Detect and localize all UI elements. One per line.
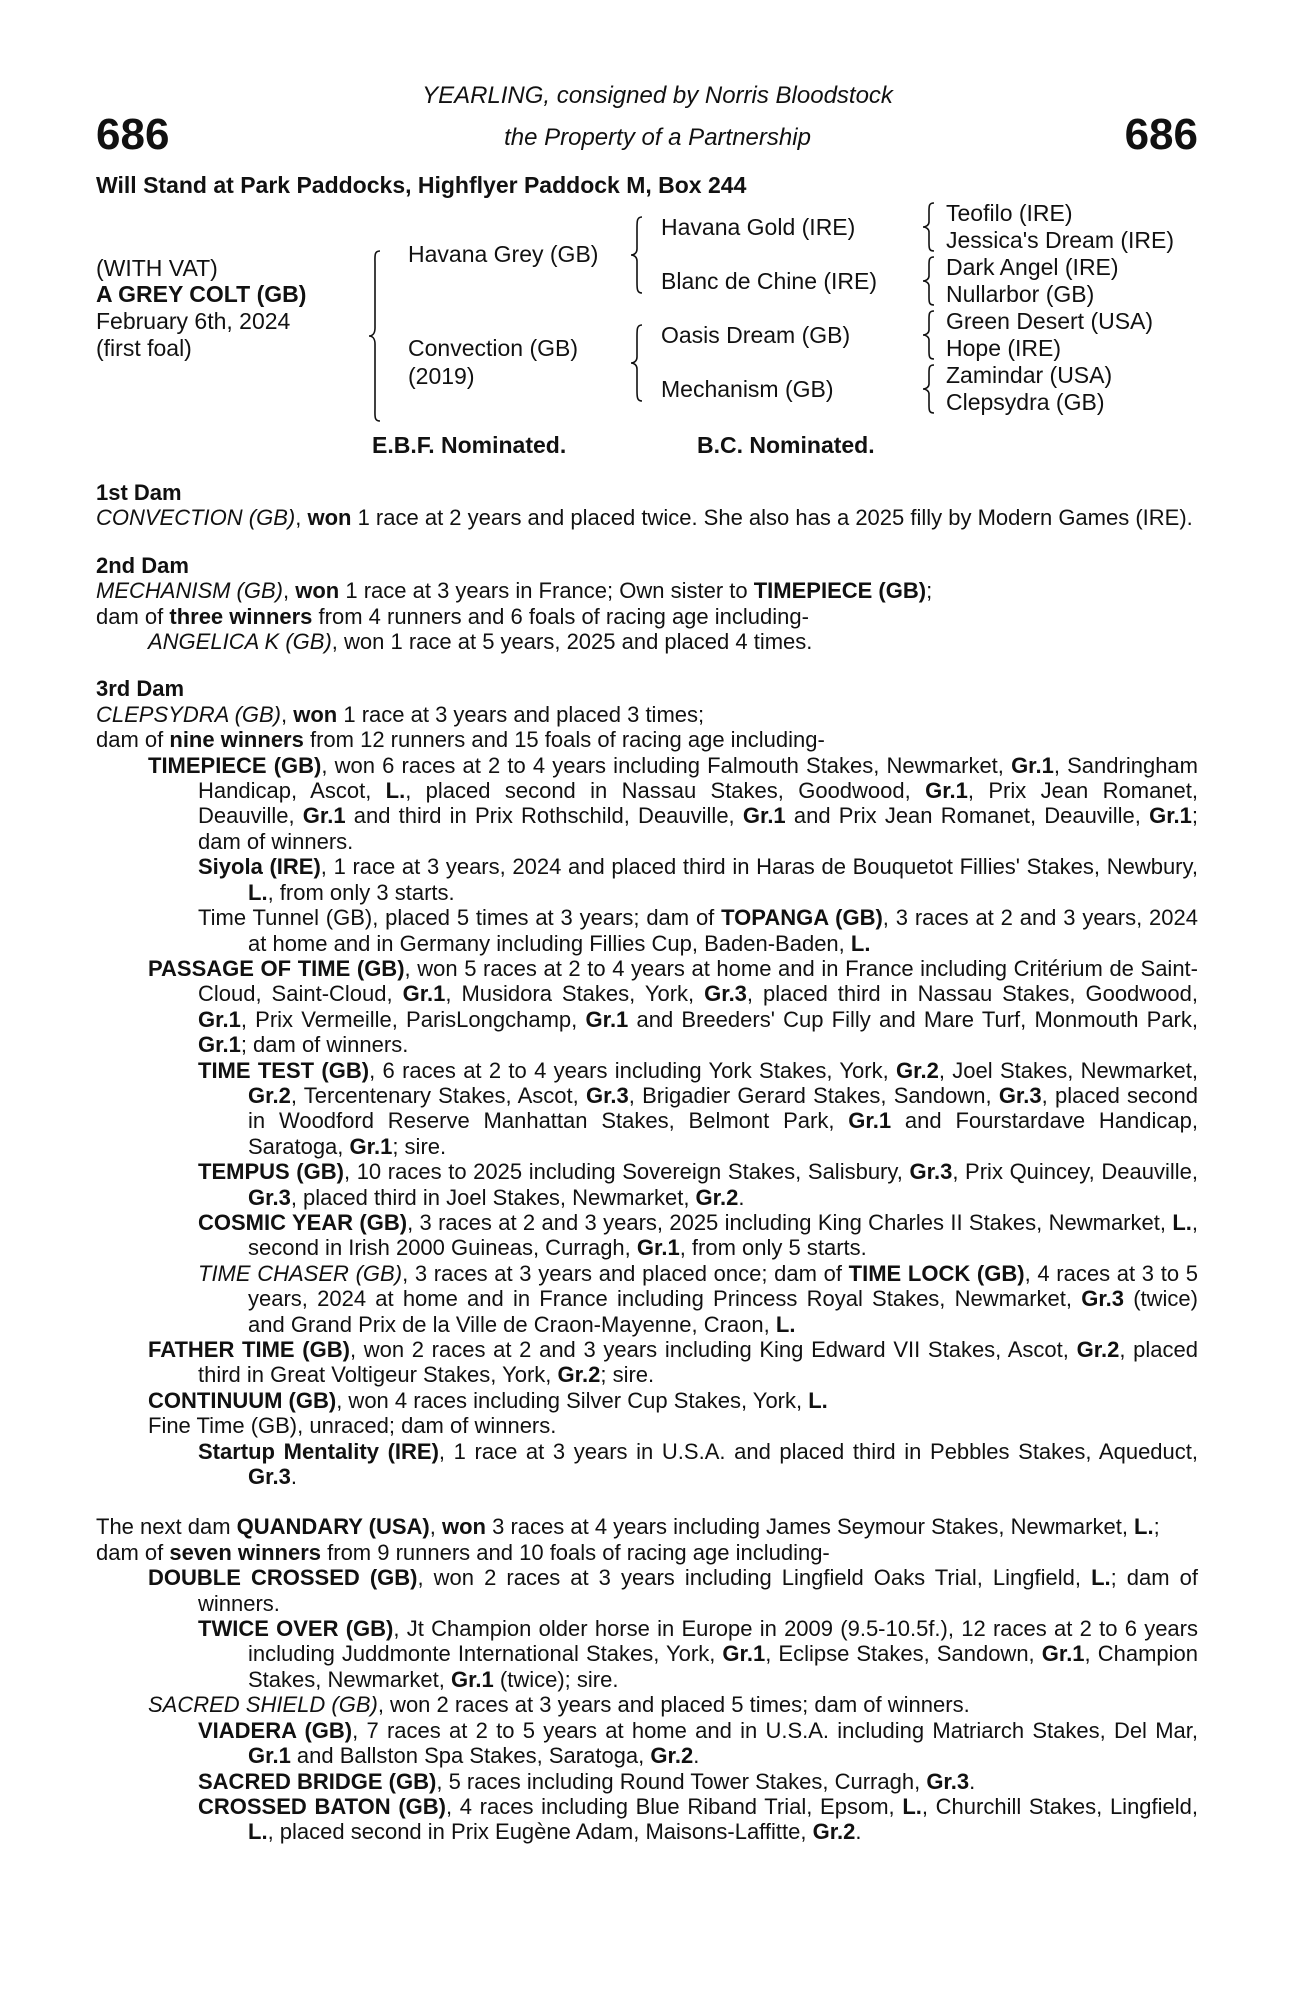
bold-text: DOUBLE CROSSED (GB) (148, 1565, 418, 1591)
text: dam of (96, 1539, 170, 1565)
italic-text: CLEPSYDRA (GB) (96, 701, 282, 727)
ggd-3: Hope (IRE) (946, 335, 1062, 361)
bold-text: Gr.1 (450, 1666, 494, 1692)
text: , Musidora Stakes, York, (445, 981, 705, 1007)
text: , (429, 1514, 442, 1540)
bold-text: L. (1134, 1514, 1154, 1540)
pedigree-entry (96, 1718, 1198, 1769)
text: , Tercentenary Stakes, Ascot, (290, 1082, 586, 1108)
bold-text: TOPANGA (GB) (721, 905, 883, 931)
pedigree-entry (96, 1058, 1198, 1160)
text: , Prix Quincey, Deauville, (952, 1159, 1198, 1185)
text: and Fourstardave Handicap, Saratoga, (248, 1108, 1198, 1159)
bold-text: Gr.3 (926, 1768, 970, 1794)
pedigree-entry (96, 1159, 1198, 1210)
brace-2a (630, 216, 644, 294)
bold-text: CROSSED BATON (GB) (198, 1793, 446, 1819)
pedigree-entry (96, 505, 1198, 530)
pedigree-entry (96, 1794, 1198, 1845)
bold-text: L. (1172, 1209, 1192, 1235)
text: ; sire. (392, 1133, 447, 1159)
text: ; dam of winners. (198, 803, 1199, 854)
bold-text: L. (248, 1819, 268, 1845)
pedigree-entry (96, 1769, 1198, 1794)
bold-text: L. (1091, 1565, 1111, 1591)
bold-text: Gr.1 (742, 803, 786, 829)
bold-text: Gr.2 (812, 1819, 856, 1845)
ggd-2: Nullarbor (GB) (946, 281, 1095, 307)
text: 1 race at 3 years and placed 3 times; (337, 701, 705, 727)
ebf-nomination: E.B.F. Nominated. (372, 432, 567, 458)
text: , second in Irish 2000 Guineas, Curragh, (248, 1209, 1198, 1261)
section-heading (96, 553, 1198, 578)
italic-text: CONVECTION (GB) (96, 505, 296, 531)
text: , 10 races to 2025 including Sovereign Stakes, Salisbury, (343, 1159, 910, 1185)
pedigree-entry (96, 753, 1198, 855)
text: , 6 races at 2 to 4 years including York Stakes, York, (369, 1057, 897, 1083)
pedigree-entry (96, 702, 1198, 727)
text: , 5 races including Round Tower Stakes, Curragh, (436, 1768, 927, 1794)
text: , Sandringham Handicap, Ascot, (198, 752, 1198, 804)
foaling-date: February 6th, 2024 (96, 308, 291, 334)
text: , 4 races at 3 to 5 years, 2024 at home and in France including Princess Royal Stakes, Newmarket, (248, 1260, 1198, 1312)
text: and third in Prix Rothschild, Deauville, (345, 803, 743, 829)
text: , from only 3 starts. (267, 879, 455, 905)
dam-dam: Mechanism (GB) (661, 376, 834, 402)
pedigree-entry (96, 727, 1198, 752)
pedigree-entry (96, 1514, 1198, 1539)
pedigree-entry (96, 604, 1198, 629)
bold-text: SACRED BRIDGE (GB) (198, 1768, 437, 1794)
italic-text: MECHANISM (GB) (96, 578, 283, 604)
text: , placed second in Nassau Stakes, Goodwood, (405, 778, 926, 804)
text: ; (1153, 1514, 1160, 1540)
text: from 4 runners and 6 foals of racing age including- (312, 603, 809, 629)
text: from 12 runners and 15 foals of racing age including- (303, 727, 825, 753)
bold-text: Gr.1 (636, 1235, 680, 1261)
bold-text: Gr.1 (198, 1032, 241, 1058)
text: 2nd Dam (96, 552, 189, 578)
text: . (738, 1184, 745, 1210)
stand-location: Will Stand at Park Paddocks, Highflyer Paddock M, Box 244 (96, 172, 747, 198)
bold-text: Gr.1 (848, 1108, 892, 1134)
pedigree-entry (96, 1261, 1198, 1337)
text: , Churchill Stakes, Lingfield, (921, 1793, 1199, 1819)
text: , Eclipse Stakes, Sandown, (765, 1641, 1042, 1667)
text: and Prix Jean Romanet, Deauville, (785, 803, 1150, 829)
lot-number-left: 686 (96, 110, 170, 159)
section-heading (96, 480, 1198, 505)
brace-3c (922, 310, 936, 360)
text: , 7 races at 2 to 5 years at home and in U.S.A. including Matriarch Stakes, Del Mar, (352, 1717, 1198, 1743)
bold-text: Gr.1 (1149, 803, 1192, 829)
bc-nomination: B.C. Nominated. (697, 432, 875, 458)
bold-text: Gr.2 (557, 1362, 601, 1388)
property-line: the Property of a Partnership (504, 124, 811, 151)
ggd-4: Clepsydra (GB) (946, 389, 1105, 415)
brace-3b (922, 256, 936, 306)
sire-sire: Havana Gold (IRE) (661, 214, 856, 240)
text: from 9 runners and 10 foals of racing age including- (321, 1539, 830, 1565)
text: . (693, 1743, 700, 1769)
pedigree-entry (96, 1692, 1198, 1717)
dam-sire: Oasis Dream (GB) (661, 322, 851, 348)
pedigree-entry (96, 1540, 1198, 1565)
pedigree-entry (96, 1388, 1198, 1413)
bold-text: Gr.1 (402, 981, 446, 1007)
text: , 3 races at 3 years and placed once; dam of (402, 1260, 849, 1286)
text: , 3 races at 2 and 3 years, 2024 at home and in Germany including Fillies Cup, Baden-Baden, (248, 905, 1199, 956)
pedigree-entry (96, 1210, 1198, 1261)
pedigree-notes (96, 480, 1198, 1845)
text: , Brigadier Gerard Stakes, Sandown, (628, 1082, 999, 1108)
text: dam of (96, 727, 170, 753)
vat-note: (WITH VAT) (96, 255, 218, 281)
consignment-line: YEARLING, consigned by Norris Bloodstock (422, 82, 893, 109)
text: ; dam of winners. (240, 1032, 409, 1058)
text: . (969, 1768, 976, 1794)
bold-text: Gr.1 (585, 1006, 629, 1032)
bold-text: Gr.1 (349, 1133, 393, 1159)
text: , Joel Stakes, Newmarket, (938, 1057, 1198, 1083)
bold-text: Siyola (IRE) (198, 854, 321, 880)
text: , 3 races at 2 and 3 years, 2025 including King Charles II Stakes, Newmarket, (407, 1209, 1173, 1235)
bold-text: Gr.1 (1011, 752, 1054, 778)
text: ; (926, 578, 933, 604)
pedigree-entry (96, 1616, 1198, 1692)
bold-text: Gr.3 (1081, 1286, 1125, 1312)
text: , won 2 races at 3 years and placed 5 times; dam of winners. (377, 1692, 970, 1718)
text: , won 2 races at 2 and 3 years including King Edward VII Stakes, Ascot, (349, 1337, 1077, 1362)
bold-text: TIME LOCK (GB) (848, 1260, 1025, 1286)
bold-text: L. (248, 879, 268, 905)
text: , won 4 races including Silver Cup Stakes, York, (336, 1387, 809, 1413)
sire: Havana Grey (GB) (408, 241, 599, 267)
bold-text: Gr.1 (198, 1006, 241, 1032)
dam: Convection (GB) (408, 335, 579, 361)
italic-text: SACRED SHIELD (GB) (148, 1692, 378, 1718)
bold-text: won (295, 578, 340, 604)
text: . (290, 1464, 297, 1490)
pedigree-entry (96, 956, 1198, 1058)
bold-text: won (293, 701, 338, 727)
bold-text: Gr.1 (925, 778, 968, 804)
text: dam of (96, 603, 170, 629)
text: Fine Time (GB), unraced; dam of winners. (148, 1413, 557, 1439)
pedigree-entry (96, 1413, 1198, 1438)
pedigree-entry (96, 629, 1198, 654)
bold-text: L. (385, 778, 406, 804)
text: ; dam of winners. (198, 1565, 1199, 1616)
bold-text: L. (808, 1387, 828, 1413)
text: , placed third in Great Voltigeur Stakes, York, (198, 1337, 1199, 1388)
text: The next dam (96, 1514, 237, 1540)
dam-year: (2019) (408, 363, 475, 389)
text: , (283, 578, 296, 604)
text: 3rd Dam (96, 676, 185, 702)
bold-text: nine winners (169, 727, 304, 753)
text: 1st Dam (96, 480, 182, 505)
text: , from only 5 starts. (679, 1235, 867, 1261)
text: , won 1 race at 5 years, 2025 and placed 4 times. (331, 629, 813, 655)
text: ; sire. (600, 1362, 655, 1388)
ggs-3: Green Desert (USA) (946, 308, 1154, 334)
text: and Ballston Spa Stakes, Saratoga, (290, 1743, 651, 1769)
ggs-4: Zamindar (USA) (946, 362, 1113, 388)
brace-2b (630, 324, 644, 402)
bold-text: VIADERA (GB) (198, 1717, 353, 1743)
text: (twice); sire. (493, 1666, 619, 1692)
text: , placed third in Joel Stakes, Newmarket, (290, 1184, 696, 1210)
bold-text: Startup Mentality (IRE) (198, 1438, 439, 1464)
text: , Prix Vermeille, ParisLongchamp, (240, 1006, 586, 1032)
italic-text: ANGELICA K (GB) (148, 629, 332, 655)
bold-text: seven winners (169, 1539, 322, 1565)
bold-text: Gr.1 (722, 1641, 766, 1667)
sire-dam: Blanc de Chine (IRE) (661, 268, 878, 294)
ggs-2: Dark Angel (IRE) (946, 254, 1119, 280)
bold-text: Gr.2 (1076, 1337, 1120, 1362)
bold-text: won (442, 1514, 486, 1540)
text: , 4 races including Blue Riband Trial, Epsom, (445, 1793, 903, 1819)
bold-text: Gr.2 (695, 1184, 739, 1210)
bold-text: CONTINUUM (GB) (148, 1387, 337, 1413)
text: , won 5 races at 2 to 4 years at home and in France including Critérium de Saint-Cloud, Saint-Cloud, (198, 955, 1198, 1007)
bold-text: TIMEPIECE (GB) (148, 752, 322, 778)
text: , placed second in Prix Eugène Adam, Maisons-Laffitte, (267, 1819, 813, 1845)
pedigree-entry (96, 1337, 1198, 1388)
bold-text: FATHER TIME (GB) (148, 1337, 350, 1362)
ggd-1: Jessica's Dream (IRE) (946, 227, 1175, 253)
bold-text: TIME TEST (GB) (198, 1057, 370, 1083)
bold-text: Gr.3 (998, 1082, 1042, 1108)
text: , Prix Jean Romanet, Deauville, (198, 778, 1199, 829)
bold-text: TIMEPIECE (GB) (753, 578, 927, 604)
bold-text: Gr.2 (896, 1057, 939, 1083)
bold-text: L. (850, 930, 871, 956)
bold-text: three winners (169, 603, 313, 629)
bold-text: Gr.2 (650, 1743, 694, 1769)
pedigree-entry (96, 578, 1198, 603)
bold-text: L. (902, 1793, 922, 1819)
bold-text: Gr.1 (302, 803, 346, 829)
text: , won 6 races at 2 to 4 years including Falmouth Stakes, Newmarket, (321, 752, 1012, 778)
text: . (855, 1819, 862, 1845)
text: , Jt Champion older horse in Europe in 2009 (9.5-10.5f.), 12 races at 2 to 6 years including Juddmonte International Stakes, York, (248, 1616, 1198, 1667)
horse-name: A GREY COLT (GB) (96, 281, 307, 307)
text: Time Tunnel (GB), placed 5 times at 3 years; dam of (198, 905, 722, 931)
section-heading (96, 676, 1198, 701)
lot-number-right: 686 (1124, 110, 1198, 159)
bold-text: Gr.3 (248, 1184, 291, 1210)
text: 1 race at 3 years in France; Own sister to (339, 578, 754, 604)
bold-text: PASSAGE OF TIME (GB) (148, 955, 405, 981)
brace-3d (922, 364, 936, 414)
ggs-1: Teofilo (IRE) (946, 200, 1073, 226)
text: 3 races at 4 years including James Seymour Stakes, Newmarket, (486, 1514, 1135, 1540)
bold-text: QUANDARY (USA) (236, 1514, 430, 1540)
bold-text: TEMPUS (GB) (198, 1159, 344, 1185)
text: , won 2 races at 3 years including Lingfield Oaks Trial, Lingfield, (417, 1565, 1092, 1591)
bold-text: Gr.1 (248, 1743, 291, 1769)
brace-1 (368, 250, 382, 422)
text: , placed third in Nassau Stakes, Goodwood, (746, 981, 1198, 1007)
text: , (295, 505, 308, 531)
bold-text: Gr.3 (585, 1082, 629, 1108)
text: , (281, 701, 294, 727)
text: , 1 race at 3 years, 2024 and placed third in Haras de Bouquetot Fillies' Stakes, Newbury, (320, 854, 1198, 880)
bold-text: Gr.3 (704, 981, 747, 1007)
text: , placed second in Woodford Reserve Manhattan Stakes, Belmont Park, (248, 1082, 1198, 1134)
bold-text: Gr.1 (1041, 1641, 1085, 1667)
pedigree-entry (96, 905, 1198, 956)
text: (twice) and Grand Prix de la Ville de Craon-Mayenne, Craon, (248, 1286, 1198, 1337)
text: and Breeders' Cup Filly and Mare Turf, Monmouth Park, (628, 1006, 1198, 1032)
brace-3a (922, 202, 936, 252)
text: , 1 race at 3 years in U.S.A. and placed third in Pebbles Stakes, Aqueduct, (438, 1438, 1198, 1464)
text: , Champion Stakes, Newmarket, (248, 1641, 1199, 1692)
bold-text: L. (775, 1311, 796, 1337)
text: 1 race at 2 years and placed twice. She also has a 2025 filly by Modern Games (IRE). (351, 505, 1193, 531)
bold-text: won (307, 505, 352, 531)
bold-text: COSMIC YEAR (GB) (198, 1209, 408, 1235)
bold-text: Gr.3 (909, 1159, 953, 1185)
foal-note: (first foal) (96, 335, 192, 361)
pedigree-entry (96, 1565, 1198, 1616)
bold-text: Gr.2 (248, 1082, 291, 1108)
italic-text: TIME CHASER (GB) (198, 1260, 403, 1286)
pedigree-entry (96, 1439, 1198, 1490)
bold-text: Gr.3 (248, 1464, 291, 1490)
pedigree-entry (96, 854, 1198, 905)
bold-text: TWICE OVER (GB) (198, 1616, 394, 1642)
